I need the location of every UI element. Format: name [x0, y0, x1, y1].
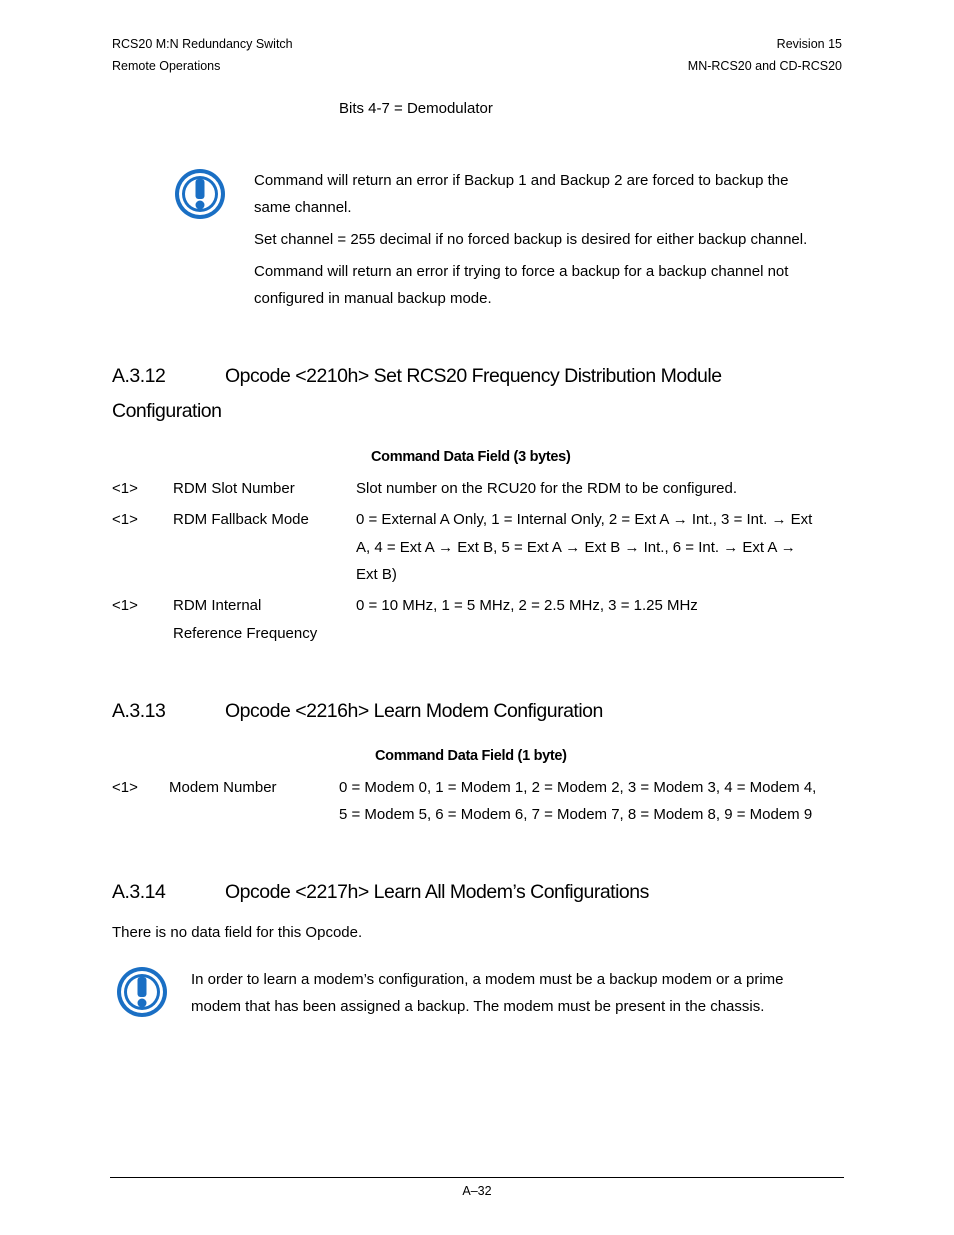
table-caption: Command Data Field (1 byte) — [375, 748, 567, 764]
row-size: <1> — [112, 480, 138, 497]
section-number: A.3.13 — [112, 700, 166, 722]
note1-line: Set channel = 255 decimal if no forced backup is desired for either backup channel. — [254, 231, 808, 248]
row-description: 0 = Modem 0, 1 = Modem 1, 2 = Modem 2, 3 = Modem 3, 4 = Modem 4, — [339, 779, 817, 796]
row-description: 0 = 10 MHz, 1 = 5 MHz, 2 = 2.5 MHz, 3 = 1.25 MHz — [356, 597, 698, 614]
note1-line: Command will return an error if Backup 1 and Backup 2 are forced to backup the — [254, 172, 789, 189]
page-number: A–32 — [462, 1184, 492, 1198]
row-description: 0 = External A Only, 1 = Internal Only, 2 = Ext A → Int., 3 = Int. → Ext — [356, 511, 813, 528]
row-field: RDM Internal — [173, 597, 262, 614]
row-field: Modem Number — [169, 779, 277, 796]
row-size: <1> — [112, 511, 138, 528]
row-description: 5 = Modem 5, 6 = Modem 6, 7 = Modem 7, 8 = Modem 8, 9 = Modem 9 — [339, 806, 813, 823]
note1-line: same channel. — [254, 199, 352, 216]
row-description: Slot number on the RCU20 for the RDM to be configured. — [356, 480, 738, 497]
bits-line: Bits 4-7 = Demodulator — [339, 100, 493, 117]
note2-line: In order to learn a modem’s configuration, a modem must be a backup modem or a prime — [191, 971, 784, 988]
section-title: Opcode <2217h> Learn All Modem’s Configurations — [225, 881, 649, 903]
row-field: Reference Frequency — [173, 625, 318, 642]
footer-rule — [110, 1177, 844, 1178]
table-caption: Command Data Field (3 bytes) — [371, 449, 571, 465]
section-title-continued: Configuration — [112, 400, 222, 422]
exclamation-circle-icon — [115, 965, 169, 1019]
row-description: A, 4 = Ext A → Ext B, 5 = Ext A → Ext B → Int., 6 = Int. → Ext A → — [356, 539, 796, 556]
note2-line: modem that has been assigned a backup. The modem must be present in the chassis. — [191, 998, 765, 1015]
row-description: Ext B) — [356, 566, 397, 583]
note1-line: configured in manual backup mode. — [254, 290, 492, 307]
row-size: <1> — [112, 779, 138, 796]
note1-line: Command will return an error if trying to force a backup for a backup channel not — [254, 263, 789, 280]
row-size: <1> — [112, 597, 138, 614]
row-field: RDM Fallback Mode — [173, 511, 309, 528]
section-text: There is no data field for this Opcode. — [112, 924, 363, 941]
section-number: A.3.14 — [112, 881, 166, 903]
header-doc-number: MN-RCS20 and CD-RCS20 — [687, 59, 842, 73]
header-revision: Revision 15 — [776, 37, 842, 51]
section-number: A.3.12 — [112, 365, 166, 387]
header-subtitle: Remote Operations — [112, 59, 221, 73]
section-title: Opcode <2210h> Set RCS20 Frequency Distribution Module — [225, 365, 722, 387]
row-field: RDM Slot Number — [173, 480, 295, 497]
exclamation-circle-icon — [173, 167, 227, 221]
header-title: RCS20 M:N Redundancy Switch — [112, 37, 293, 51]
section-title: Opcode <2216h> Learn Modem Configuration — [225, 700, 603, 722]
